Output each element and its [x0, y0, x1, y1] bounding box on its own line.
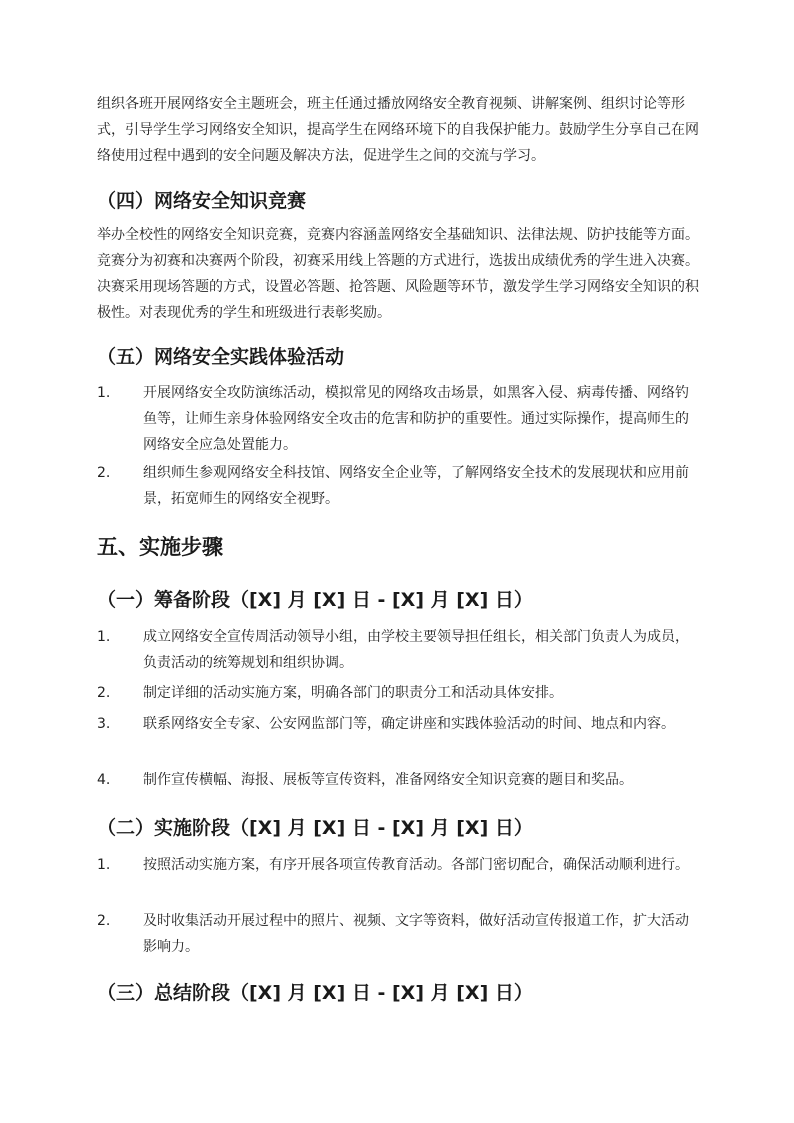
list-number: 2. [97, 913, 111, 929]
list-text: 制定详细的活动实施方案，明确各部门的职责分工和活动具体安排。 [143, 685, 563, 701]
heading-implementation-stage: （二）实施阶段（[X] 月 [X] 日 - [X] 月 [X] 日） [97, 817, 533, 839]
list-number: 2. [97, 685, 111, 701]
list-number: 1. [97, 385, 111, 401]
list-number: 1. [97, 857, 111, 873]
list-number: 2. [97, 465, 111, 481]
paragraph-knowledge-contest: 举办全校性的网络安全知识竞赛，竞赛内容涵盖网络安全基础知识、法律法规、防护技能等方面。竞赛分为初赛和决赛两个阶段，初赛采用线上答题的方式进行，选拔出成绩优秀的学生进入决赛。决赛采用现场答题的方式，设置必答题、抢答题、风险题等环节，激发学生学习网络安全知识的积极性。对表现优秀的学生和班级进行表彰奖励。 [97, 227, 699, 321]
list-number: 1. [97, 629, 111, 645]
list-text: 成立网络安全宣传周活动领导小组，由学校主要领导担任组长，相关部门负责人为成员，负责活动的统筹规划和组织协调。 [143, 629, 689, 671]
heading-practice-activity: （五）网络安全实践体验活动 [97, 346, 345, 368]
heading-summary-stage: （三）总结阶段（[X] 月 [X] 日 - [X] 月 [X] 日） [97, 982, 533, 1004]
heading-knowledge-contest: （四）网络安全知识竞赛 [97, 190, 307, 212]
heading-implementation-steps: 五、实施步骤 [97, 535, 223, 559]
list-text: 制作宣传横幅、海报、展板等宣传资料，准备网络安全知识竞赛的题目和奖品。 [143, 772, 633, 788]
paragraph-class-meeting: 组织各班开展网络安全主题班会，班主任通过播放网络安全教育视频、讲解案例、组织讨论等形式，引导学生学习网络安全知识，提高学生在网络环境下的自我保护能力。鼓励学生分享自己在网络使用过程中遇到的安全问题及解决方法，促进学生之间的交流与学习。 [97, 96, 699, 164]
heading-preparation-stage: （一）筹备阶段（[X] 月 [X] 日 - [X] 月 [X] 日） [97, 589, 533, 611]
list-number: 4. [97, 772, 111, 788]
list-text: 及时收集活动开展过程中的照片、视频、文字等资料，做好活动宣传报道工作，扩大活动影响力。 [143, 913, 689, 955]
list-number: 3. [97, 716, 111, 732]
list-text: 按照活动实施方案，有序开展各项宣传教育活动。各部门密切配合，确保活动顺利进行。 [143, 857, 689, 873]
list-text: 组织师生参观网络安全科技馆、网络安全企业等，了解网络安全技术的发展现状和应用前景，拓宽师生的网络安全视野。 [143, 465, 689, 507]
list-text: 开展网络安全攻防演练活动，模拟常见的网络攻击场景，如黑客入侵、病毒传播、网络钓鱼等，让师生亲身体验网络安全攻击的危害和防护的重要性。通过实际操作，提高师生的网络安全应急处置能力。 [143, 385, 689, 453]
list-text: 联系网络安全专家、公安网监部门等，确定讲座和实践体验活动的时间、地点和内容。 [143, 716, 675, 732]
